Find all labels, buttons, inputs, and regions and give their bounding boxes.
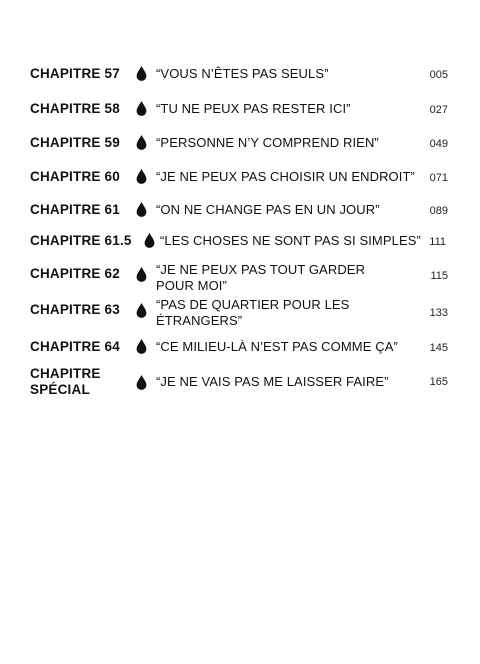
chapter-title: “JE NE PEUX PAS TOUT GARDER POUR MOI”	[156, 262, 366, 293]
chapter-title: “PERSONNE N’Y COMPREND RIEN”	[156, 135, 379, 150]
chapter-title: “JE NE PEUX PAS CHOISIR UN ENDROIT”	[156, 169, 415, 184]
chapter-label: CHAPITRE 58	[30, 101, 120, 116]
drop-icon	[136, 303, 147, 318]
drop-icon	[136, 339, 147, 354]
page-number: 071	[429, 172, 448, 184]
page-number: 111	[429, 236, 446, 248]
chapter-title: “TU NE PEUX PAS RESTER ICI”	[156, 101, 351, 116]
page-number: 133	[429, 307, 448, 319]
chapter-title: “VOUS N’ÊTES PAS SEULS”	[156, 66, 329, 81]
chapter-title: “PAS DE QUARTIER POUR LES ÉTRANGERS”	[156, 297, 350, 328]
chapter-title: “LES CHOSES NE SONT PAS SI SIMPLES”	[160, 233, 421, 248]
page-number: 049	[429, 138, 448, 150]
drop-icon	[144, 233, 155, 248]
chapter-label: CHAPITRE 61	[30, 202, 120, 217]
chapter-label: CHAPITRE 62	[30, 266, 120, 281]
chapter-label: CHAPITRE SPÉCIAL	[30, 366, 101, 397]
chapter-label: CHAPITRE 57	[30, 66, 120, 81]
page-number: 027	[429, 104, 448, 116]
page-number: 005	[429, 69, 448, 81]
drop-icon	[136, 202, 147, 217]
chapter-label: CHAPITRE 63	[30, 302, 120, 317]
chapter-title: “CE MILIEU-LÀ N’EST PAS COMME ÇA”	[156, 339, 398, 354]
chapter-label: CHAPITRE 61.5	[30, 233, 132, 248]
chapter-title: “ON NE CHANGE PAS EN UN JOUR”	[156, 202, 380, 217]
drop-icon	[136, 66, 147, 81]
page-number: 145	[429, 342, 448, 354]
page-number: 165	[429, 376, 448, 388]
chapter-label: CHAPITRE 59	[30, 135, 120, 150]
drop-icon	[136, 169, 147, 184]
drop-icon	[136, 135, 147, 150]
drop-icon	[136, 375, 147, 390]
page-number: 115	[430, 270, 448, 282]
chapter-label: CHAPITRE 64	[30, 339, 120, 354]
page-number: 089	[429, 205, 448, 217]
chapter-label: CHAPITRE 60	[30, 169, 120, 184]
drop-icon	[136, 267, 147, 282]
chapter-title: “JE NE VAIS PAS ME LAISSER FAIRE”	[156, 374, 389, 389]
drop-icon	[136, 101, 147, 116]
